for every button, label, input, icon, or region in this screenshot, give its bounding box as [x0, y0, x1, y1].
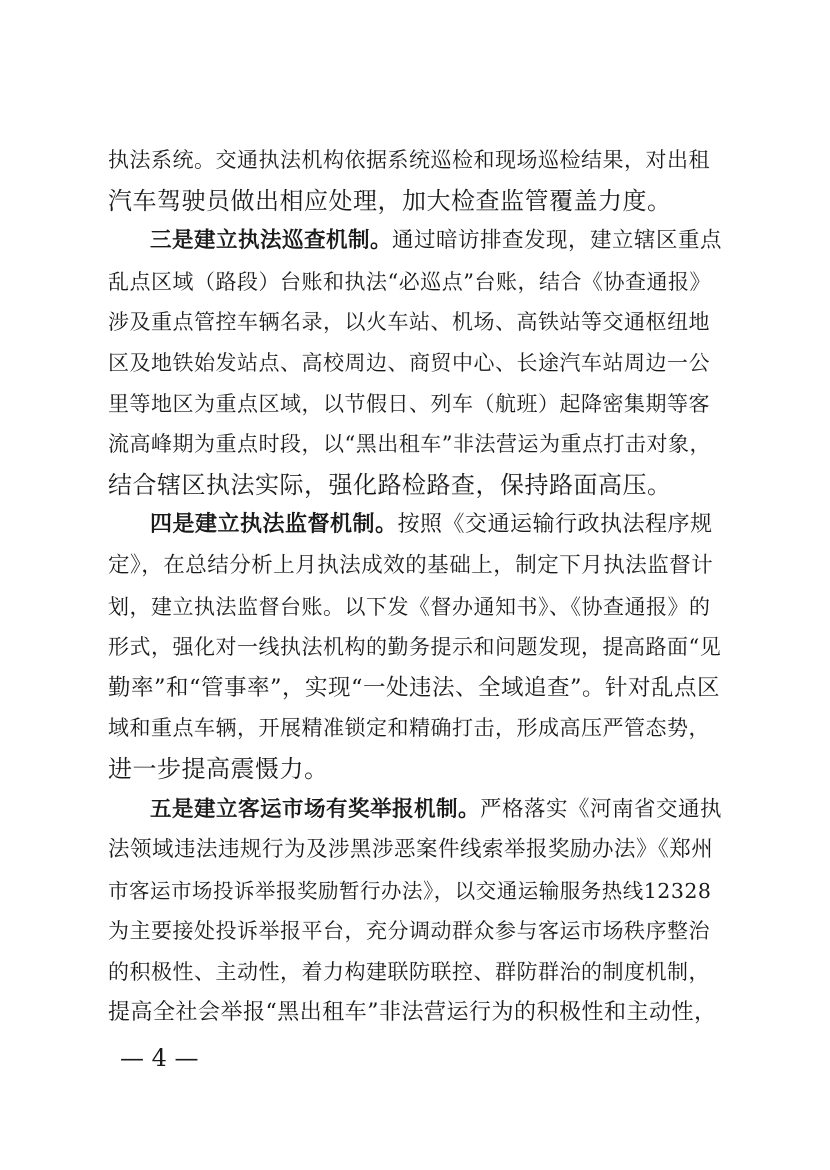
section-heading: 五是建立客运市场有奖举报机制。 — [150, 797, 481, 822]
body-line: 汽车驾驶员做出相应处理，加大检查监管覆盖力度。 — [108, 187, 672, 215]
section-heading: 三是建立执法巡查机制。 — [150, 228, 393, 253]
body-line: 定》，在总结分析上月执法成效的基础上，制定下月执法监督计 — [108, 553, 714, 578]
body-line: 里等地区为重点区域，以节假日、列车（航班）起降密集期等客 — [108, 392, 710, 416]
body-line: 区及地铁始发站点、高校周边、商贸中心、长途汽车站周边一公 — [108, 351, 710, 375]
body-line: 为主要接处投诉举报平台，充分调动群众参与客运市场秩序整治 — [108, 919, 710, 943]
paragraph-first-line — [150, 224, 723, 258]
body-line: 乱点区域（路段）台账和执法“必巡点”台账，结合《协查通报》 — [108, 270, 711, 294]
body-text: 通过暗访排查发现，建立辖区重点 — [392, 228, 723, 253]
body-line: 市客运市场投诉举报奖励暂行办法》，以交通运输服务热线12328 — [108, 879, 712, 903]
body-line: 流高峰期为重点时段，以“黑出租车”非法营运为重点打击对象， — [108, 432, 711, 456]
paragraph-first-line — [150, 508, 723, 542]
paragraph-first-line — [150, 793, 723, 827]
body-line: 形式，强化对一线执法机构的勤务提示和问题发现，提高路面“见 — [108, 635, 722, 659]
body-line: 执法系统。交通执法机构依据系统巡检和现场巡检结果，对出租 — [108, 148, 710, 172]
body-line: 提高全社会举报“黑出租车”非法营运行为的积极性和主动性， — [108, 1000, 717, 1025]
body-line: 法领域违法违规行为及涉黑涉恶案件线索举报奖励办法》《郑州 — [108, 837, 714, 862]
section-heading: 四是建立执法监督机制。 — [150, 512, 398, 537]
page-number: — 4 — — [120, 1044, 199, 1072]
body-text: 按照《交通运输行政执法程序规 — [397, 512, 713, 537]
body-line: 划，建立执法监督台账。以下发《督办通知书》、《协查通报》的 — [108, 595, 711, 619]
body-text: 严格落实《河南省交通执 — [480, 797, 723, 822]
body-line: 域和重点车辆，开展精准锁定和精确打击，形成高压严管态势， — [108, 716, 710, 740]
body-line: 结合辖区执法实际，强化路检路查，保持路面高压。 — [108, 471, 672, 499]
body-line: 进一步提高震慑力。 — [108, 755, 329, 783]
body-line: 勤率”和“管事率”，实现“一处违法、全域追查”。针对乱点区 — [108, 675, 721, 701]
body-line: 涉及重点管控车辆名录，以火车站、机场、高铁站等交通枢纽地 — [108, 310, 710, 334]
body-line: 的积极性、主动性，着力构建联防联控、群防群治的制度机制， — [108, 960, 710, 984]
